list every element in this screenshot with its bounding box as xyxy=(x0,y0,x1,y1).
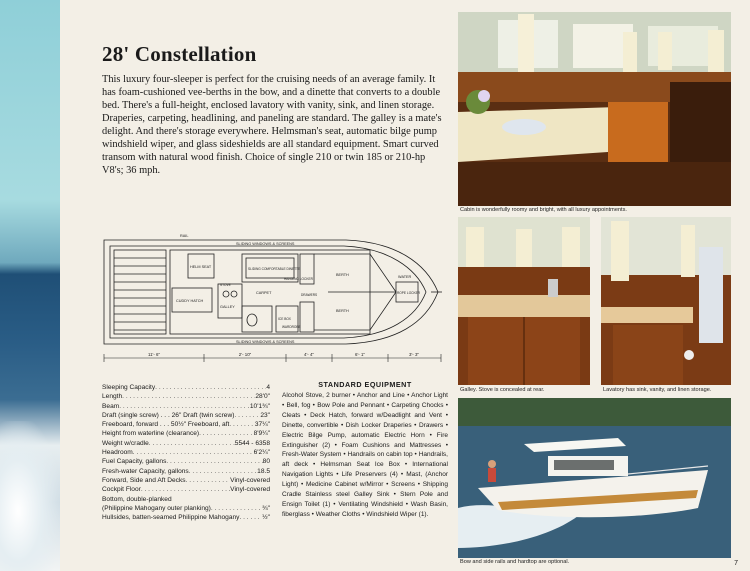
spec-row: Headroom . . . 6'2¼" xyxy=(102,448,270,457)
caption-cabin: Cabin is wonderfully roomy and bright, with all luxury appointments. xyxy=(460,207,627,213)
spec-row: Freeboard, forward . . . 50½" Freeboard, aft . . . 37¼" xyxy=(102,420,270,429)
deck-plan-diagram xyxy=(96,228,446,368)
label-ice-box: ICE BOX xyxy=(278,317,291,321)
galley-photo xyxy=(458,217,590,385)
label-stove: STOVE xyxy=(220,283,231,287)
dimension-3: 4'- 4" xyxy=(304,352,314,357)
label-water: WATER xyxy=(398,275,412,279)
dimension-1: 11'- 6" xyxy=(147,352,161,357)
label-wardrobe: WARDROBE xyxy=(282,325,301,329)
page-number: 7 xyxy=(734,560,738,567)
intro-paragraph: This luxury four-sleeper is perfect for the cruising needs of an average family. It has foam-cushioned vee-berths in the bow, and a dinette that converts to a double bed. There's a full-height, enclosed lavatory with vanity, sink, and linen storage. Draperies, carpeting, headlining, and paneling are standard. The galley is a mate's delight. And there's storage everywhere. Helmsman's seat, automatic bilge pump windshield wiper, and glass sideshields are all standard equipment. Smart curved transom with natural wood finish. Choice of single 210 or twin 185 or 210-hp V8's; 36 mph. xyxy=(102,74,442,176)
specifications-list xyxy=(102,383,270,522)
spec-row: Bottom, double-planked xyxy=(102,495,172,503)
label-galley: GALLEY xyxy=(220,305,235,309)
label-hanging-locker: HANGING LOCKER xyxy=(284,277,313,281)
label-berth-top: BERTH xyxy=(336,273,349,277)
dimension-5: 3'- 3" xyxy=(409,352,419,357)
spec-row: Beam . . . 10'1¾" xyxy=(102,402,270,411)
lavatory-photo xyxy=(601,217,731,385)
label-dinette: SLIDING COMFORTABLE DINETTE xyxy=(248,267,301,271)
standard-equipment-heading: STANDARD EQUIPMENT xyxy=(318,380,412,389)
label-cuddy-hatch: CUDDY HATCH xyxy=(176,299,204,303)
label-rail: RAIL xyxy=(180,234,189,238)
caption-boat: Bow and side rails and hardtop are optional. xyxy=(460,559,570,565)
dimension-4: 6'- 1" xyxy=(355,352,365,357)
spec-row: Height from waterline (clearance) . . . 8'9¼" xyxy=(102,429,270,438)
spec-row: Fuel Capacity, gallons . . . 80 xyxy=(102,457,270,466)
spec-row: Forward, Side and Aft Decks . . . Vinyl-covered xyxy=(102,476,270,485)
dimension-2: 2'- 10" xyxy=(238,352,252,357)
spec-row: Draft (single screw) . . . 26" Draft (twin screw) . . . 23" xyxy=(102,411,270,420)
label-sliding-windows-top: SLIDING WINDOWS & SCREENS xyxy=(236,242,295,246)
label-sliding-windows-bottom: SLIDING WINDOWS & SCREENS xyxy=(236,340,295,344)
standard-equipment-text: Alcohol Stove, 2 burner • Anchor and Line • Anchor Light • Bell, fog • Bow Pole and Pennant • Carpeting Chocks • Cleats • Deck Hatch, forward w/Deadlight and Vent • Dinette, convertible • Dish Locker Draperies • Drawers • Electric Bilge Pump, automatic Electric Horn • Fire Extinguisher (2) • Foam Cushions and Mattresses • Fresh-Water System • Handrails on cabin top • Handrails, aft deck • Helmsman Seat Ice Box • International Navigation Lights • Life Preservers (4) • Mast, (Anchor Light) • Medicine Cabinet w/Mirror • Screens • Shipping Cradle Stainless steel Galley Sink • Stern Pole and Ensign Toilet (1) • Ventilating Windshield • Wash Basin, fiberglass • Weather Cloths • Windshield Wiper (1). xyxy=(282,392,448,518)
spec-row: Weight w/cradle . . . 5544 - 6358 xyxy=(102,439,270,448)
spec-row: Cockpit Floor . . . Vinyl-covered xyxy=(102,485,270,494)
label-helm-seat: HELM SEAT xyxy=(190,265,212,269)
page-title: 28' Constellation xyxy=(102,42,257,66)
spec-row: Sleeping Capacity . . . 4 xyxy=(102,383,270,392)
spec-row: Fresh-water Capacity, gallons . . . 18.5 xyxy=(102,467,270,476)
wake-foam xyxy=(0,421,60,571)
ocean-photo-strip xyxy=(0,0,60,571)
spec-row: Length . . . 28'0" xyxy=(102,392,270,401)
label-carpet: CARPET xyxy=(256,291,272,295)
label-berth-bottom: BERTH xyxy=(336,309,349,313)
spec-row: (Philippine Mahogany outer planking) . . . ¾" xyxy=(102,504,270,513)
boat-photo xyxy=(458,398,731,558)
cabin-photo xyxy=(458,12,731,206)
label-rope-locker: ROPE LOCKER xyxy=(397,291,421,295)
standard-equipment xyxy=(282,380,448,520)
caption-lavatory: Lavatory has sink, vanity, and linen storage. xyxy=(603,387,712,393)
spec-row: Hullsides, batten-seamed Philippine Mahogany . . . ½" xyxy=(102,513,270,522)
caption-galley: Galley. Stove is concealed at rear. xyxy=(460,387,545,393)
label-drawers: DRAWERS xyxy=(301,293,318,297)
